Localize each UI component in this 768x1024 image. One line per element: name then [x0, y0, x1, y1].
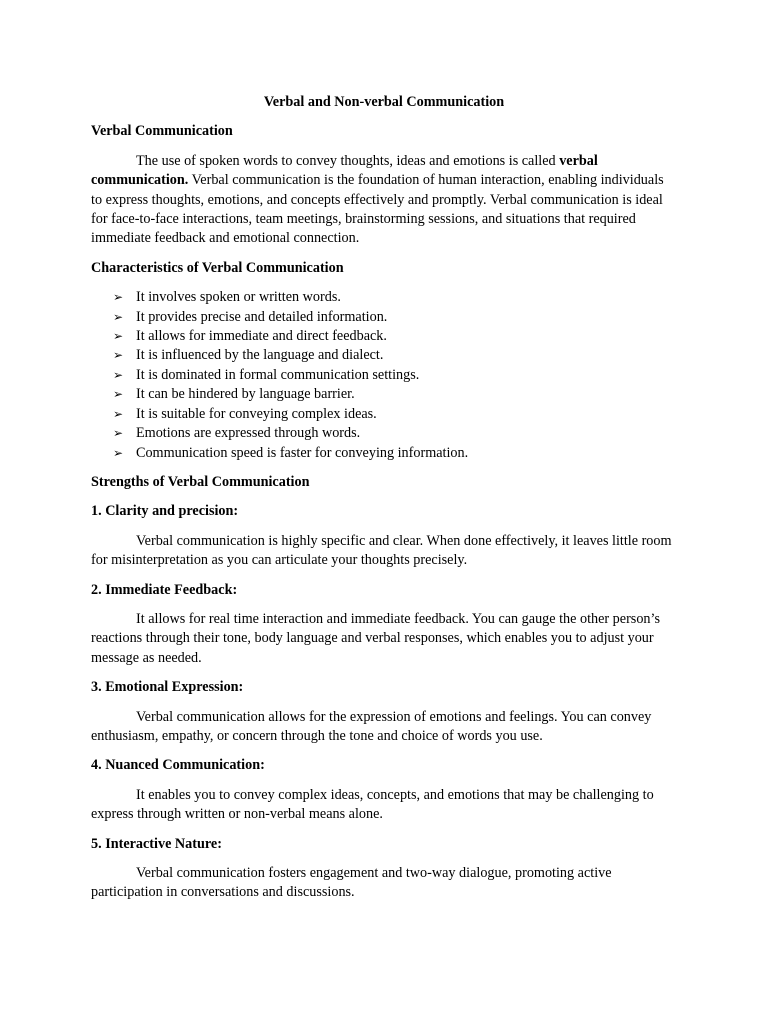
- strength-text-clarity: Verbal communication is highly specific and clear. When done effectively, it leaves little room for misinterpretation as you can articulate your thoughts precisely.: [91, 532, 672, 569]
- section-heading-strengths: Strengths of Verbal Communication: [91, 473, 310, 490]
- strength-text-feedback: It allows for real time interaction and immediate feedback. You can gauge the other person’s reactions through their tone, body language and verbal responses, which enables you to adjust your message as needed.: [91, 610, 660, 666]
- strength-text-interactive: Verbal communication fosters engagement and two-way dialogue, promoting active participation in conversations and discussions.: [91, 865, 612, 901]
- arrowhead-bullet-icon: ➢: [113, 406, 124, 421]
- list-item-text: It allows for immediate and direct feedback.: [136, 328, 387, 345]
- strength-text-nuanced: It enables you to convey complex ideas, concepts, and emotions that may be challenging to express through written or non-verbal means alone.: [91, 786, 654, 823]
- verbal-intro-rest: Verbal communication is the foundation of human interaction, enabling individuals to express thoughts, emotions, and concepts effectively and promptly. Verbal communication is ideal for face-to-face interactions, team meetings, brainstorming sessions, and situations that required immediate feedback and emotional connection.: [91, 172, 664, 247]
- arrowhead-bullet-icon: ➢: [113, 348, 124, 363]
- list-item-text: It is dominated in formal communication settings.: [136, 366, 420, 383]
- characteristics-list: [91, 288, 677, 463]
- list-item-text: Emotions are expressed through words.: [136, 425, 361, 442]
- list-item-text: It provides precise and detailed information.: [136, 308, 388, 325]
- strength-title-interactive: 5. Interactive Nature:: [91, 835, 222, 852]
- arrowhead-bullet-icon: ➢: [113, 387, 124, 402]
- list-item: [91, 327, 677, 346]
- verbal-intro-lead: The use of spoken words to convey thoughts, ideas and emotions is called: [136, 152, 560, 169]
- list-item-text: It involves spoken or written words.: [136, 289, 341, 306]
- verbal-intro-term: verbal communication.: [91, 152, 598, 189]
- arrowhead-bullet-icon: ➢: [113, 290, 124, 305]
- document-page: [91, 93, 677, 913]
- list-item: [91, 444, 677, 463]
- list-item: [91, 288, 677, 307]
- section-heading-characteristics: Characteristics of Verbal Communication: [91, 259, 344, 276]
- list-item: [91, 308, 677, 327]
- list-item-text: It is influenced by the language and dialect.: [136, 347, 384, 364]
- list-item-text: It can be hindered by language barrier.: [136, 386, 355, 403]
- arrowhead-bullet-icon: ➢: [113, 329, 124, 344]
- document-title: Verbal and Non-verbal Communication: [263, 94, 505, 110]
- list-item: [91, 385, 677, 404]
- list-item-text: It is suitable for conveying complex ideas.: [136, 405, 377, 422]
- list-item-text: Communication speed is faster for conveying information.: [136, 444, 469, 461]
- list-item: [91, 405, 677, 424]
- arrowhead-bullet-icon: ➢: [113, 445, 124, 460]
- strength-title-emotional: 3. Emotional Expression:: [91, 679, 244, 696]
- arrowhead-bullet-icon: ➢: [113, 367, 124, 382]
- list-item: [91, 366, 677, 385]
- strength-title-nuanced: 4. Nuanced Communication:: [91, 757, 265, 774]
- list-item: [91, 346, 677, 365]
- strength-title-feedback: 2. Immediate Feedback:: [91, 581, 238, 598]
- strength-text-emotional: Verbal communication allows for the expression of emotions and feelings. You can convey enthusiasm, empathy, or concern through the tone and choice of words you use.: [91, 708, 652, 744]
- arrowhead-bullet-icon: ➢: [113, 309, 124, 324]
- list-item: [91, 424, 677, 443]
- verbal-intro-paragraph: [91, 152, 677, 249]
- arrowhead-bullet-icon: ➢: [113, 426, 124, 441]
- strength-title-clarity: 1. Clarity and precision:: [91, 503, 239, 520]
- section-heading-verbal: Verbal Communication: [91, 123, 233, 140]
